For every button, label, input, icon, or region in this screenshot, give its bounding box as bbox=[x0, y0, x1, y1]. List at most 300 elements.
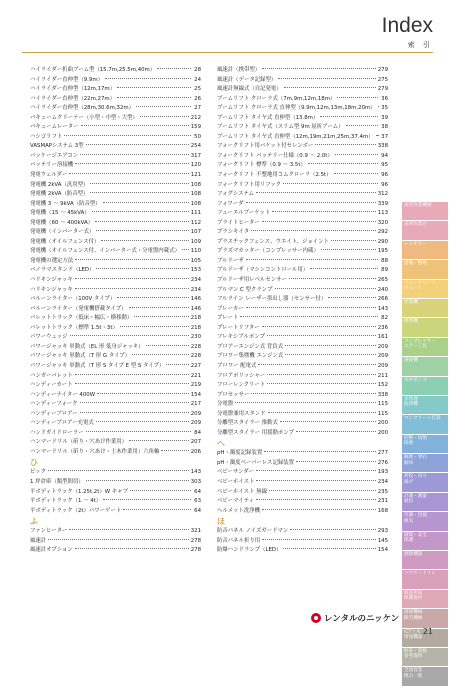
index-entry[interactable] bbox=[217, 478, 388, 488]
index-entry[interactable] bbox=[217, 181, 388, 191]
entry-page: 96 bbox=[380, 171, 388, 181]
leader-dots bbox=[296, 431, 376, 432]
section-heading: ふ bbox=[30, 516, 201, 527]
leader-dots bbox=[92, 211, 189, 212]
leader-dots bbox=[146, 345, 189, 346]
entry-page: 338 bbox=[378, 391, 388, 401]
index-entry[interactable] bbox=[30, 257, 201, 267]
index-entry[interactable] bbox=[30, 324, 201, 334]
index-entry[interactable] bbox=[30, 497, 201, 507]
leader-dots bbox=[166, 364, 188, 365]
entry-name: 風速計（携帯型） bbox=[217, 66, 260, 76]
entry-name: フレキシブルポンプ bbox=[217, 333, 265, 343]
index-entry[interactable] bbox=[217, 429, 388, 439]
sidebar-tab[interactable]: 計測・測量 通信 bbox=[402, 493, 448, 511]
entry-name: 発電機 2kVA（汎用型） bbox=[30, 181, 88, 191]
leader-dots bbox=[246, 307, 376, 308]
index-entry[interactable] bbox=[217, 410, 388, 420]
logo-text: レンタルのニッケン bbox=[324, 612, 399, 624]
index-entry[interactable] bbox=[217, 276, 388, 286]
leader-dots bbox=[75, 288, 189, 289]
index-entry[interactable] bbox=[217, 209, 388, 219]
leader-dots bbox=[337, 97, 378, 98]
index-entry[interactable] bbox=[30, 488, 201, 498]
leader-dots bbox=[258, 364, 375, 365]
index-entry[interactable] bbox=[30, 123, 201, 133]
entry-name: ハイライダー直伸型（22m,27m） bbox=[30, 95, 115, 105]
entry-name: ハンガーバレット bbox=[30, 372, 73, 382]
entry-name: 1 坪倉庫（類型間切） bbox=[30, 478, 84, 488]
leader-dots bbox=[262, 509, 376, 510]
sidebar-tab[interactable]: 切断・切削 研磨 bbox=[402, 435, 448, 453]
entry-page: 111 bbox=[191, 209, 201, 219]
sidebar-tab[interactable]: 高所作業機械 bbox=[402, 202, 448, 220]
index-entry[interactable] bbox=[217, 352, 388, 362]
entry-name: 平ボディトラック（2t）パワーゲート bbox=[30, 507, 121, 517]
index-entry[interactable] bbox=[30, 362, 201, 372]
entry-page: 292 bbox=[378, 228, 388, 238]
leader-dots bbox=[75, 278, 189, 279]
right-index-column bbox=[217, 66, 388, 556]
entry-name: ブレーカー bbox=[217, 305, 244, 315]
index-entry[interactable] bbox=[217, 171, 388, 181]
leader-dots bbox=[267, 335, 376, 336]
leader-dots bbox=[129, 440, 189, 441]
leader-dots bbox=[75, 163, 189, 164]
leader-dots bbox=[267, 383, 376, 384]
index-entry[interactable] bbox=[30, 219, 201, 229]
leader-dots bbox=[285, 354, 376, 355]
index-entry[interactable] bbox=[217, 295, 388, 305]
entry-page: 236 bbox=[378, 324, 388, 334]
leader-dots bbox=[376, 135, 378, 136]
entry-page: 195 bbox=[378, 247, 388, 257]
leader-dots bbox=[103, 202, 189, 203]
index-entry[interactable] bbox=[30, 333, 201, 343]
entry-name: プレートリフター bbox=[217, 324, 260, 334]
sidebar-tab[interactable]: フォークリフト クレーン bbox=[402, 280, 448, 298]
index-entry[interactable] bbox=[30, 181, 201, 191]
entry-name: ブルドーザ bbox=[217, 257, 244, 267]
entry-name: 防音パネル折り用 bbox=[217, 537, 260, 547]
index-entry[interactable] bbox=[30, 286, 201, 296]
index-entry[interactable] bbox=[217, 286, 388, 296]
index-entry[interactable] bbox=[30, 343, 201, 353]
index-entry[interactable] bbox=[217, 324, 388, 334]
left-index-column bbox=[30, 66, 201, 556]
entry-name: ハイライダー折曲ブーム型（15.7m,25.5m,40m） bbox=[30, 66, 155, 76]
leader-dots bbox=[285, 345, 376, 346]
logo-mark-icon bbox=[311, 613, 321, 623]
leader-dots bbox=[129, 307, 189, 308]
index-entry[interactable] bbox=[217, 114, 388, 124]
index-entry[interactable] bbox=[217, 468, 388, 478]
entry-name: 防爆ハンドランプ（LED） bbox=[217, 546, 281, 556]
leader-dots bbox=[267, 374, 376, 375]
leader-dots bbox=[81, 125, 189, 126]
index-entry[interactable] bbox=[217, 546, 388, 556]
entry-name: バッテリー溶接機 bbox=[30, 161, 73, 171]
index-entry[interactable] bbox=[217, 247, 388, 257]
entry-page: 50 bbox=[193, 133, 201, 143]
sidebar-tab[interactable]: 水中ポンプ bbox=[402, 377, 448, 395]
entry-name: 発電機（オイルフェンス付） bbox=[30, 238, 99, 248]
entry-name: 平ボディトラック（1.25t,2t）W キャブ bbox=[30, 488, 128, 498]
index-entry[interactable] bbox=[217, 333, 388, 343]
entry-name: パレットトラック（低床・幅広・横移動） bbox=[30, 314, 132, 324]
entry-page: 240 bbox=[378, 286, 388, 296]
entry-name: 発電ウェルダー bbox=[30, 171, 67, 181]
index-entry[interactable] bbox=[217, 200, 388, 210]
entry-page: 143 bbox=[191, 468, 201, 478]
index-entry[interactable] bbox=[30, 152, 201, 162]
index-entry[interactable] bbox=[217, 537, 388, 547]
entry-page: 109 bbox=[191, 238, 201, 248]
leader-dots bbox=[105, 78, 191, 79]
sidebar-tab[interactable]: 仮設用品 保護資材 bbox=[402, 590, 448, 608]
index-entry[interactable] bbox=[217, 527, 388, 537]
entry-page: 145 bbox=[378, 537, 388, 547]
entry-page: 26 bbox=[193, 95, 201, 105]
sidebar-tab[interactable]: 空調・送風 換気 bbox=[402, 512, 448, 530]
leader-dots bbox=[86, 144, 189, 145]
leader-dots bbox=[48, 470, 189, 471]
leader-dots bbox=[315, 144, 375, 145]
leader-dots bbox=[308, 163, 378, 164]
index-entry[interactable] bbox=[217, 123, 388, 133]
entry-name: ベビーマイティ bbox=[217, 497, 254, 507]
entry-page: 293 bbox=[378, 527, 388, 537]
leader-dots bbox=[75, 374, 189, 375]
index-entry[interactable] bbox=[30, 247, 201, 257]
leader-dots bbox=[334, 173, 378, 174]
entry-page: 108 bbox=[191, 200, 201, 210]
index-entry[interactable] bbox=[217, 449, 388, 459]
sidebar-tab[interactable]: ハウス・トイレ bbox=[402, 570, 448, 588]
sidebar-tab[interactable]: レンタカー bbox=[402, 241, 448, 259]
index-entry[interactable] bbox=[30, 276, 201, 286]
entry-name: ハンディーナイター 400W bbox=[30, 391, 95, 401]
leader-dots bbox=[90, 192, 188, 193]
index-entry[interactable] bbox=[217, 152, 388, 162]
leader-dots bbox=[69, 529, 188, 530]
sidebar-tab[interactable]: 溶接機 bbox=[402, 357, 448, 375]
entry-name: 発電機（60 ～ 400kVA） bbox=[30, 219, 93, 229]
leader-dots bbox=[290, 529, 375, 530]
index-entry[interactable] bbox=[30, 133, 201, 143]
leader-dots bbox=[69, 173, 188, 174]
index-entry[interactable] bbox=[217, 391, 388, 401]
index-entry[interactable] bbox=[217, 507, 388, 517]
section-heading: ほ bbox=[217, 516, 388, 527]
entry-page: 231 bbox=[378, 497, 388, 507]
index-entry[interactable] bbox=[30, 352, 201, 362]
entry-page: 339 bbox=[378, 200, 388, 210]
entry-name: フォークリフト 標準（0.9 ～ 3.5t） bbox=[217, 161, 306, 171]
leader-dots bbox=[48, 539, 189, 540]
index-entry[interactable] bbox=[30, 295, 201, 305]
sidebar-tab[interactable]: コンクリート打設 bbox=[402, 415, 448, 433]
entry-page: 217 bbox=[191, 400, 201, 410]
entry-page: 107 bbox=[191, 228, 201, 238]
entry-page: 279 bbox=[378, 85, 388, 95]
index-entry[interactable] bbox=[30, 410, 201, 420]
sidebar-tab[interactable]: 荷役・吊り 揚げ bbox=[402, 473, 448, 491]
entry-name: ブロアーエンジン式 背負式 bbox=[217, 343, 283, 353]
entry-name: プラズマカッター（コンプレッサー内蔵） bbox=[217, 247, 319, 257]
leader-dots bbox=[321, 249, 376, 250]
leader-dots bbox=[251, 230, 376, 231]
sidebar-tab[interactable]: 駐車・資格 参考資料 bbox=[402, 648, 448, 666]
entry-page: 275 bbox=[378, 76, 388, 86]
entry-page: 320 bbox=[378, 219, 388, 229]
leader-dots bbox=[103, 499, 191, 500]
index-title: Index bbox=[382, 14, 433, 38]
index-entry[interactable] bbox=[217, 497, 388, 507]
entry-page: 277 bbox=[378, 449, 388, 459]
index-entry[interactable] bbox=[30, 537, 201, 547]
index-entry[interactable] bbox=[30, 429, 201, 439]
leader-dots bbox=[283, 183, 378, 184]
sidebar-tab[interactable]: 測量機器 bbox=[402, 551, 448, 569]
entry-name: バキュームレーター bbox=[30, 123, 79, 133]
entry-name: プラスチックフェンス、ウエイト、ジョイント bbox=[217, 238, 329, 248]
leader-dots bbox=[96, 268, 188, 269]
entry-name: パワージャッキ 単動式（EL 形 低身ジャッキ） bbox=[30, 343, 144, 353]
index-entry[interactable] bbox=[30, 314, 201, 324]
entry-name: ハイライダー直伸型（28m,30.6m,32m） bbox=[30, 104, 134, 114]
index-entry[interactable] bbox=[217, 266, 388, 276]
sidebar-tab[interactable]: 全国営業 拠点一覧 bbox=[402, 667, 448, 685]
index-entry[interactable] bbox=[30, 200, 201, 210]
entry-name: フルライン レーザー墨出し器（センサー付） bbox=[217, 295, 326, 305]
entry-name: 発電機（オイルフェンス付、インバーター式・分電盤内蔵式） bbox=[30, 247, 180, 257]
leader-dots bbox=[136, 106, 191, 107]
entry-page: 153 bbox=[191, 266, 201, 276]
entry-page: 82 bbox=[380, 314, 388, 324]
index-entry[interactable] bbox=[30, 372, 201, 382]
leader-dots bbox=[246, 202, 376, 203]
leader-dots bbox=[80, 402, 189, 403]
index-entry[interactable] bbox=[30, 85, 201, 95]
sidebar-tab[interactable]: 掘削・穿孔 解体 bbox=[402, 454, 448, 472]
entry-name: 発電機（15 ～ 45kVA） bbox=[30, 209, 90, 219]
entry-name: ブームリフト クローラ式（7m,9m,12m,18m） bbox=[217, 95, 335, 105]
entry-page: 89 bbox=[380, 266, 388, 276]
leader-dots bbox=[235, 402, 376, 403]
index-entry[interactable] bbox=[217, 85, 388, 95]
entry-page: 154 bbox=[378, 546, 388, 556]
leader-dots bbox=[123, 509, 191, 510]
sidebar-tab[interactable]: 発電機 bbox=[402, 299, 448, 317]
entry-name: 分離型スタイラー 推動式 bbox=[217, 419, 278, 429]
entry-page: 38 bbox=[380, 123, 388, 133]
index-entry[interactable] bbox=[30, 400, 201, 410]
entry-page: 27 bbox=[193, 104, 201, 114]
leader-dots bbox=[256, 192, 376, 193]
index-entry[interactable] bbox=[217, 161, 388, 171]
index-entry[interactable] bbox=[30, 66, 201, 76]
entry-page: 317 bbox=[191, 152, 201, 162]
leader-dots bbox=[275, 288, 376, 289]
index-entry[interactable] bbox=[217, 190, 388, 200]
leader-dots bbox=[86, 480, 189, 481]
entry-name: ハンディーフォーク bbox=[30, 400, 78, 410]
leader-dots bbox=[262, 326, 376, 327]
index-entry[interactable] bbox=[30, 76, 201, 86]
index-entry[interactable] bbox=[30, 228, 201, 238]
leader-dots bbox=[75, 259, 189, 260]
index-entry[interactable] bbox=[30, 527, 201, 537]
entry-page: 218 bbox=[191, 314, 201, 324]
index-entry[interactable] bbox=[217, 419, 388, 429]
index-entry[interactable] bbox=[30, 171, 201, 181]
entry-page: 168 bbox=[378, 507, 388, 517]
entry-page: 35 bbox=[380, 104, 388, 114]
leader-dots bbox=[95, 221, 189, 222]
index-entry[interactable] bbox=[217, 228, 388, 238]
entry-page: 303 bbox=[191, 478, 201, 488]
leader-dots bbox=[262, 539, 376, 540]
leader-dots bbox=[117, 297, 188, 298]
leader-dots bbox=[335, 154, 378, 155]
index-entry[interactable] bbox=[30, 114, 201, 124]
index-entry[interactable] bbox=[217, 66, 388, 76]
index-entry[interactable] bbox=[217, 488, 388, 498]
index-entry[interactable] bbox=[30, 546, 201, 556]
entry-name: ハイライダー直伸型（9.9m） bbox=[30, 76, 103, 86]
entry-name: ハンディーブロアー充電式 bbox=[30, 419, 94, 429]
entry-name: フォークリフト用リフック bbox=[217, 181, 281, 191]
index-entry[interactable] bbox=[217, 305, 388, 315]
index-entry[interactable] bbox=[217, 142, 388, 152]
entry-name: ハンディーカート bbox=[30, 381, 73, 391]
leader-dots bbox=[80, 154, 189, 155]
index-entry[interactable] bbox=[217, 372, 388, 382]
entry-name: バルーンライター（発電機搭載タイプ） bbox=[30, 305, 127, 315]
index-entry[interactable] bbox=[30, 266, 201, 276]
leader-dots bbox=[80, 412, 189, 413]
entry-name: pH・濁度記録装置 bbox=[217, 449, 262, 459]
entry-name: ベビーホイスト bbox=[217, 478, 254, 488]
entry-page: 209 bbox=[378, 362, 388, 372]
entry-page: 200 bbox=[378, 429, 388, 439]
index-entry[interactable] bbox=[217, 238, 388, 248]
leader-dots bbox=[120, 326, 189, 327]
index-entry[interactable] bbox=[217, 400, 388, 410]
entry-name: ハンディーブロアー bbox=[30, 410, 78, 420]
index-entry[interactable] bbox=[30, 190, 201, 200]
entry-name: pH・濁度ペーパーレス記録装置 bbox=[217, 459, 294, 469]
entry-page: 212 bbox=[191, 114, 201, 124]
index-entry[interactable] bbox=[217, 459, 388, 469]
leader-dots bbox=[262, 68, 376, 69]
entry-name: ブームリフト タイヤ式 直伸型（13.8m） bbox=[217, 114, 318, 124]
index-entry[interactable] bbox=[30, 161, 201, 171]
index-entry[interactable] bbox=[217, 343, 388, 353]
entry-page: 209 bbox=[378, 343, 388, 353]
sidebar-tab[interactable]: 水処理 洗浄機 bbox=[402, 396, 448, 414]
entry-name: 発電機（インバーター式） bbox=[30, 228, 94, 238]
entry-page: 219 bbox=[191, 381, 201, 391]
index-entry[interactable] bbox=[30, 507, 201, 517]
entry-name: 防音パネル ノイズガードマン bbox=[217, 527, 288, 537]
index-entry[interactable] bbox=[217, 381, 388, 391]
entry-page: 228 bbox=[191, 343, 201, 353]
entry-page: 39 bbox=[380, 114, 388, 124]
index-entry[interactable] bbox=[217, 95, 388, 105]
entry-page: 254 bbox=[191, 142, 201, 152]
index-entry[interactable] bbox=[217, 257, 388, 267]
index-entry[interactable] bbox=[30, 142, 201, 152]
index-entry[interactable] bbox=[30, 381, 201, 391]
sidebar-tab[interactable]: コンプレッサー エアー工具 bbox=[402, 338, 448, 356]
entry-page: 63 bbox=[193, 497, 201, 507]
index-entry[interactable] bbox=[30, 104, 201, 114]
entry-page: 321 bbox=[191, 527, 201, 537]
index-entry[interactable] bbox=[217, 104, 388, 114]
entry-page: 207 bbox=[191, 438, 201, 448]
index-entry[interactable] bbox=[30, 448, 201, 458]
index-entry[interactable] bbox=[217, 362, 388, 372]
entry-name: バルーンライター（100V タイプ） bbox=[30, 295, 115, 305]
sidebar-tab[interactable]: 運搬・整地 bbox=[402, 260, 448, 278]
index-entry[interactable] bbox=[217, 219, 388, 229]
leader-dots bbox=[289, 278, 376, 279]
index-entry[interactable] bbox=[217, 76, 388, 86]
entry-page: 209 bbox=[191, 419, 201, 429]
sidebar-tab[interactable]: ICT土木 情報機器 bbox=[402, 629, 448, 647]
entry-name: パワージャッキ 単動式（T 形 S タイプ E 型 S タイプ） bbox=[30, 362, 164, 372]
leader-dots bbox=[296, 461, 376, 462]
leader-dots bbox=[96, 230, 188, 231]
entry-name: フォグシステム bbox=[217, 190, 254, 200]
entry-page: 234 bbox=[191, 286, 201, 296]
index-entry[interactable] bbox=[30, 209, 201, 219]
entry-page: 234 bbox=[191, 276, 201, 286]
entry-page: 161 bbox=[378, 333, 388, 343]
entry-page: 96 bbox=[380, 181, 388, 191]
sidebar-tab[interactable]: 高所作業台 bbox=[402, 221, 448, 239]
entry-page: 37 bbox=[380, 133, 388, 143]
sidebar-tab[interactable]: 清掃機械 除雪機械 bbox=[402, 609, 448, 627]
sidebar-tab[interactable]: 環境・安全 保護 bbox=[402, 532, 448, 550]
index-entry[interactable] bbox=[217, 314, 388, 324]
entry-name: パワージャッキ 単動式（T 形 G タイプ） bbox=[30, 352, 130, 362]
entry-page: 108 bbox=[191, 190, 201, 200]
entry-page: 94 bbox=[380, 152, 388, 162]
index-entry[interactable] bbox=[30, 95, 201, 105]
entry-page: 218 bbox=[191, 324, 201, 334]
index-entry[interactable] bbox=[30, 468, 201, 478]
index-entry[interactable] bbox=[30, 238, 201, 248]
index-entry[interactable] bbox=[30, 438, 201, 448]
index-entry[interactable] bbox=[30, 305, 201, 315]
entry-page: 228 bbox=[191, 352, 201, 362]
leader-dots bbox=[328, 297, 376, 298]
entry-name: 風速計（データ記録型） bbox=[217, 76, 276, 86]
leader-dots bbox=[75, 548, 189, 549]
company-logo bbox=[311, 612, 399, 624]
index-entry[interactable] bbox=[30, 478, 201, 488]
index-entry[interactable] bbox=[30, 391, 201, 401]
sidebar-tab[interactable]: 照明機 bbox=[402, 318, 448, 336]
index-entry[interactable] bbox=[217, 133, 388, 143]
entry-page: 64 bbox=[193, 507, 201, 517]
entry-name: ブライトヒーター bbox=[217, 219, 260, 229]
index-entry[interactable] bbox=[30, 419, 201, 429]
entry-page: 112 bbox=[191, 219, 201, 229]
